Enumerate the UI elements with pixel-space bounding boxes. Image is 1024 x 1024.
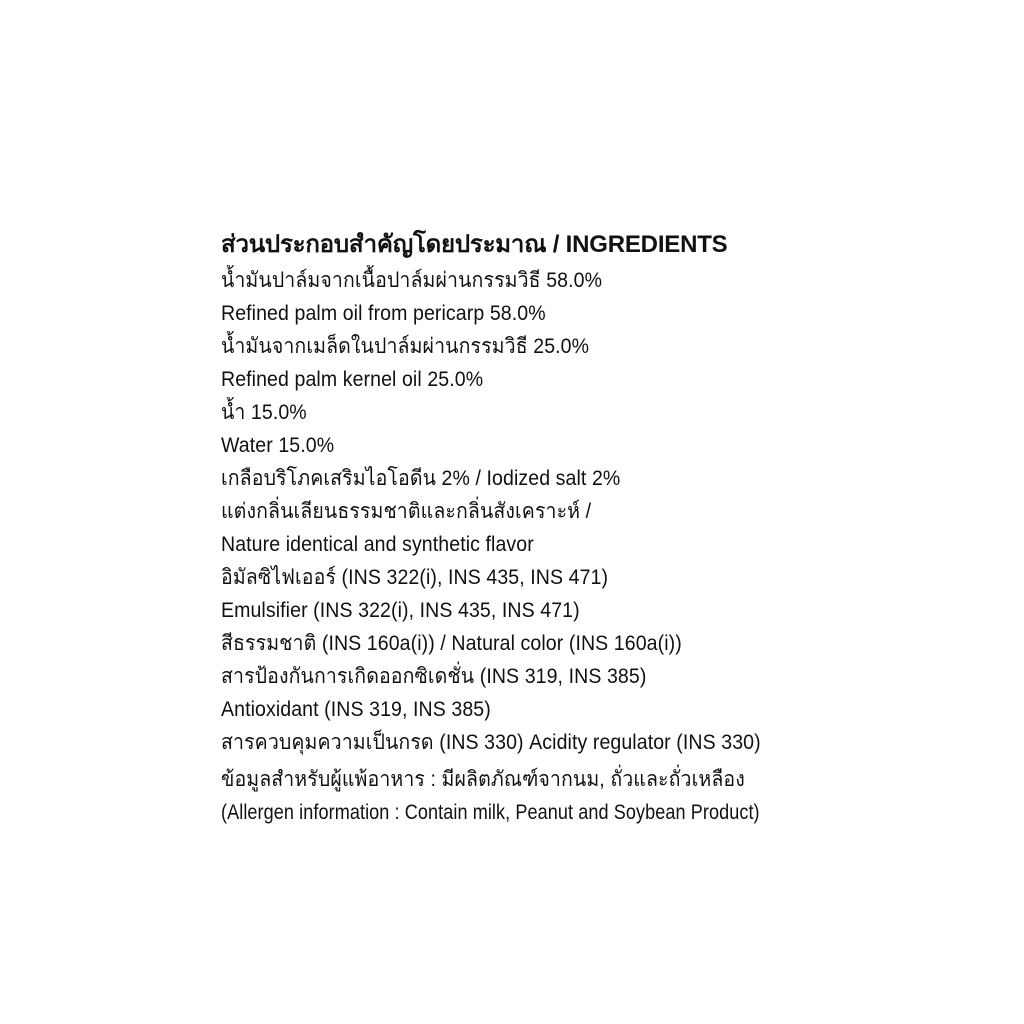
ingredient-line: สีธรรมชาติ (INS 160a(i)) / Natural color (INS 160a(i)) [221,632,682,655]
ingredient-line: น้ำมันจากเมล็ดในปาล์มผ่านกรรมวิธี 25.0% [221,335,590,358]
ingredient-line: Emulsifier (INS 322(i), INS 435, INS 471) [221,599,580,622]
ingredient-line: สารควบคุมความเป็นกรด (INS 330) Acidity regulator (INS 330) [221,731,761,754]
ingredient-line: Refined palm oil from pericarp 58.0% [221,302,546,325]
ingredient-line: เกลือบริโภคเสริมไอโอดีน 2% / Iodized salt 2% [221,467,621,490]
ingredient-line: แต่งกลิ่นเลียนธรรมชาติและกลิ่นสังเคราะห์ / [221,500,592,523]
ingredient-line: Refined palm kernel oil 25.0% [221,368,484,391]
ingredients-label [221,226,1011,829]
allergen-info-thai: ข้อมูลสำหรับผู้แพ้อาหาร : มีผลิตภัณฑ์จากนม, ถั่วและถั่วเหลือง [221,768,745,791]
ingredient-line: อิมัลซิไฟเออร์ (INS 322(i), INS 435, INS 471) [221,566,609,589]
allergen-info-english: (Allergen information : Contain milk, Peanut and Soybean Product) [221,801,760,824]
ingredient-line: Antioxidant (INS 319, INS 385) [221,698,491,721]
ingredient-line: น้ำ 15.0% [221,401,307,424]
ingredient-line: Water 15.0% [221,434,335,457]
ingredients-heading: ส่วนประกอบสำคัญโดยประมาณ / INGREDIENTS [221,231,728,258]
ingredient-line: Nature identical and synthetic flavor [221,533,534,556]
ingredient-line: น้ำมันปาล์มจากเนื้อปาล์มผ่านกรรมวิธี 58.0% [221,269,603,292]
ingredient-line: สารป้องกันการเกิดออกซิเดชั่น (INS 319, INS 385) [221,665,647,688]
